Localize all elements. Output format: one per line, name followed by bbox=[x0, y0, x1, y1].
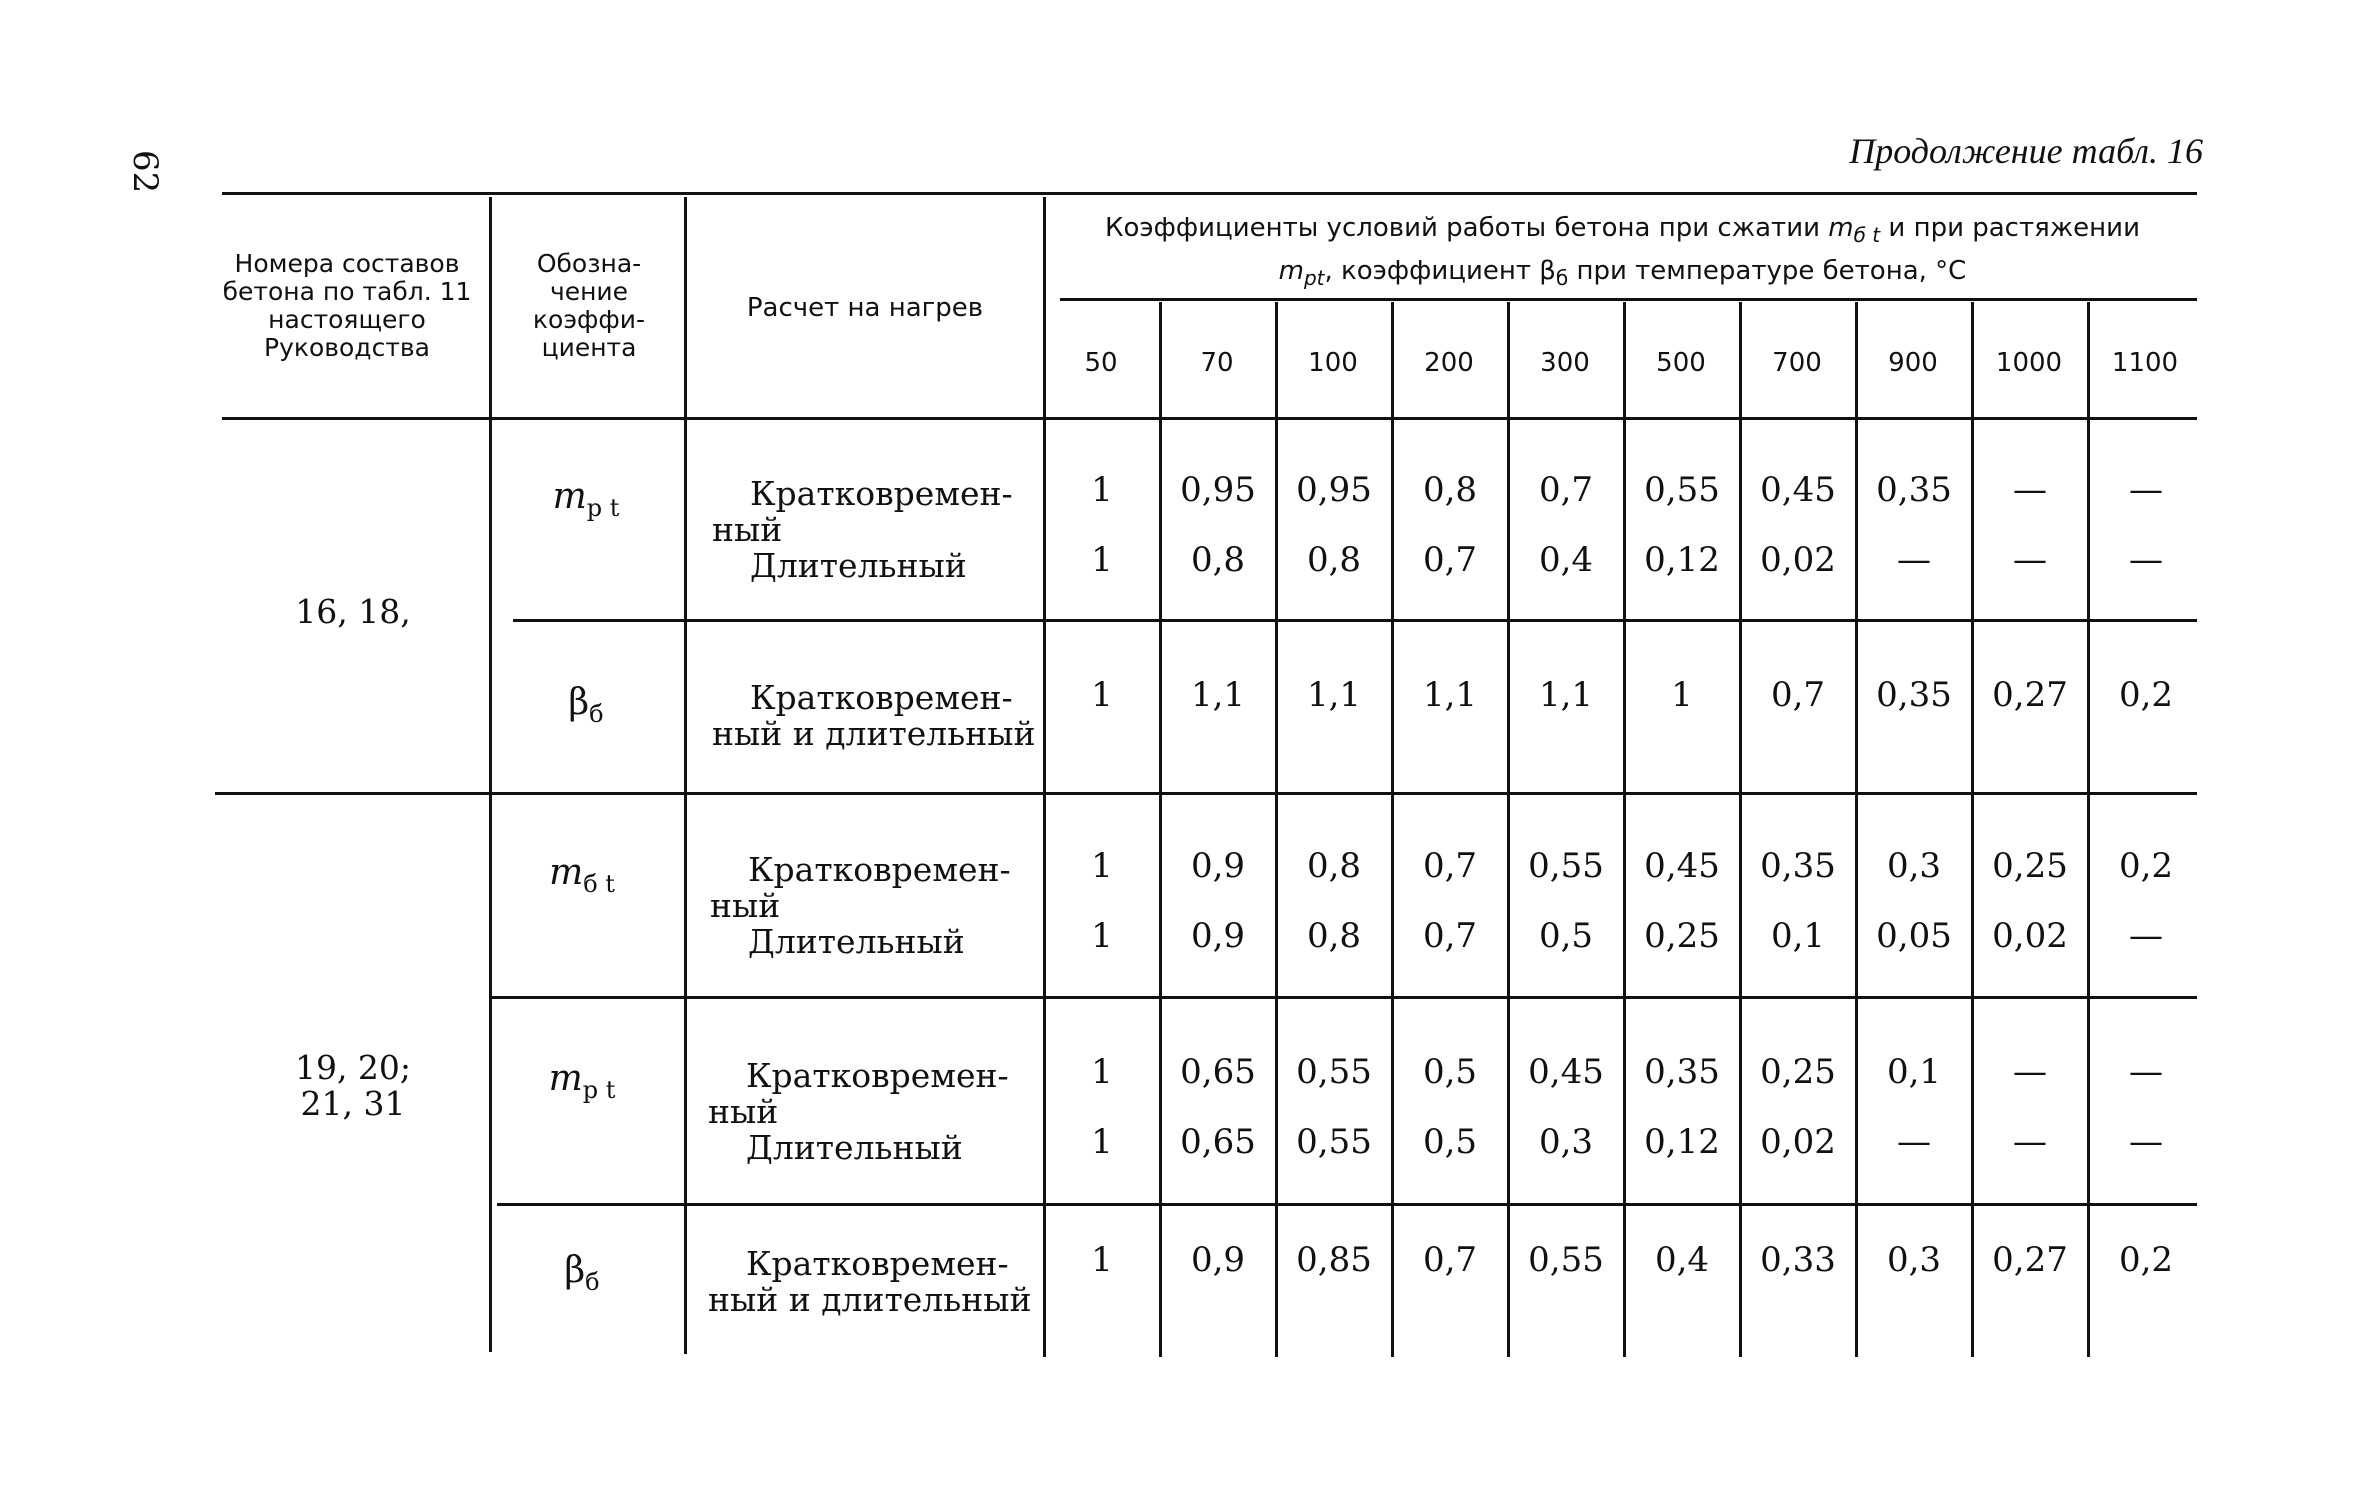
value-cell: 0,9 bbox=[1190, 916, 1246, 956]
value-cell: 0,27 bbox=[1992, 1240, 2068, 1280]
group1-label: 16, 18, bbox=[295, 592, 411, 631]
temp-200: 200 bbox=[1424, 348, 1474, 378]
temp-rule-300 bbox=[1507, 302, 1510, 1357]
temp-50: 50 bbox=[1084, 348, 1118, 378]
temp-rule-1100 bbox=[2087, 302, 2090, 1357]
value-cell: 1 bbox=[1091, 1240, 1113, 1280]
temp-rule-70 bbox=[1159, 302, 1162, 1357]
value-cell: 1 bbox=[1091, 846, 1113, 886]
value-cell: 0,85 bbox=[1296, 1240, 1372, 1280]
value-cell: 0,45 bbox=[1528, 1052, 1604, 1092]
header-heating-calc: Расчет на нагрев bbox=[746, 293, 984, 323]
table-caption: Продолжение табл. 16 bbox=[1849, 131, 2203, 171]
value-cell: — bbox=[2129, 1052, 2163, 1092]
value-cell: 0,33 bbox=[1760, 1240, 1836, 1280]
group2-row2-calc: Кратковремен- ный Длительный bbox=[708, 1056, 1009, 1167]
group1-row1-calc: Кратковремен- ный Длительный bbox=[712, 474, 1013, 585]
value-cell: 1 bbox=[1091, 540, 1113, 580]
value-cell: 0,27 bbox=[1992, 675, 2068, 715]
temp-rule-100 bbox=[1275, 302, 1278, 1357]
temp-100: 100 bbox=[1308, 348, 1358, 378]
value-cell: — bbox=[2013, 1122, 2047, 1162]
value-cell: 1 bbox=[1091, 675, 1113, 715]
value-cell: 1,1 bbox=[1306, 675, 1362, 715]
value-cell: — bbox=[1897, 540, 1931, 580]
value-cell: 0,65 bbox=[1180, 1052, 1256, 1092]
temp-rule-700 bbox=[1739, 302, 1742, 1357]
value-cell: 0,2 bbox=[2118, 1240, 2174, 1280]
value-cell: — bbox=[2129, 540, 2163, 580]
header-coefficients: Коэффициенты условий работы бетона при сжатии $m_{б t}$ и при растяжении $m_{pt}$, коэффициент $\beta_б$ при температуре бетона, °С bbox=[1105, 213, 2140, 291]
value-cell: 0,25 bbox=[1760, 1052, 1836, 1092]
value-cell: 1 bbox=[1091, 1052, 1113, 1092]
value-cell: 0,5 bbox=[1422, 1122, 1478, 1162]
value-cell: 0,95 bbox=[1296, 470, 1372, 510]
value-cell: 0,5 bbox=[1422, 1052, 1478, 1092]
value-cell: 0,4 bbox=[1654, 1240, 1710, 1280]
value-cell: 0,45 bbox=[1760, 470, 1836, 510]
value-cell: — bbox=[2013, 470, 2047, 510]
value-cell: 0,4 bbox=[1538, 540, 1594, 580]
value-cell: 0,8 bbox=[1190, 540, 1246, 580]
page-number: 62 bbox=[125, 150, 165, 194]
value-cell: 0,3 bbox=[1538, 1122, 1594, 1162]
value-cell: 0,7 bbox=[1422, 846, 1478, 886]
value-cell: 0,02 bbox=[1992, 916, 2068, 956]
temp-500: 500 bbox=[1656, 348, 1706, 378]
value-cell: 0,8 bbox=[1306, 916, 1362, 956]
value-cell: 0,1 bbox=[1886, 1052, 1942, 1092]
value-cell: 0,7 bbox=[1538, 470, 1594, 510]
header-designation: Обозна- чение коэффи- циента bbox=[532, 249, 646, 362]
value-cell: 0,55 bbox=[1528, 846, 1604, 886]
value-cell: 0,65 bbox=[1180, 1122, 1256, 1162]
temp-rule-200 bbox=[1391, 302, 1394, 1357]
temp-70: 70 bbox=[1200, 348, 1234, 378]
value-cell: — bbox=[2129, 470, 2163, 510]
group2-row2-symbol: $m_{p t}$ bbox=[548, 1058, 616, 1105]
temp-1100: 1100 bbox=[2111, 348, 2179, 378]
value-cell: 0,45 bbox=[1644, 846, 1720, 886]
value-cell: 0,2 bbox=[2118, 846, 2174, 886]
value-cell: 0,8 bbox=[1306, 846, 1362, 886]
value-cell: 1 bbox=[1671, 675, 1693, 715]
col-rule-2 bbox=[684, 197, 687, 1354]
value-cell: 0,7 bbox=[1422, 916, 1478, 956]
value-cell: — bbox=[2129, 916, 2163, 956]
temp-1000: 1000 bbox=[1995, 348, 2063, 378]
value-cell: — bbox=[2013, 1052, 2047, 1092]
temp-900: 900 bbox=[1888, 348, 1938, 378]
value-cell: 0,5 bbox=[1538, 916, 1594, 956]
group2-split-rule-2 bbox=[497, 1203, 2197, 1206]
value-cell: 0,55 bbox=[1296, 1052, 1372, 1092]
value-cell: — bbox=[1897, 1122, 1931, 1162]
value-cell: 0,25 bbox=[1992, 846, 2068, 886]
value-cell: 0,7 bbox=[1770, 675, 1826, 715]
group2-label: 19, 20; 21, 31 bbox=[294, 1048, 412, 1123]
temp-rule-500 bbox=[1623, 302, 1626, 1357]
value-cell: 0,7 bbox=[1422, 540, 1478, 580]
value-cell: 0,1 bbox=[1770, 916, 1826, 956]
value-cell: 0,12 bbox=[1644, 540, 1720, 580]
group2-row1-calc: Кратковремен- ный Длительный bbox=[710, 850, 1011, 961]
temp-300: 300 bbox=[1540, 348, 1590, 378]
temp-700: 700 bbox=[1772, 348, 1822, 378]
col-rule-1 bbox=[489, 197, 492, 1352]
value-cell: 0,9 bbox=[1190, 846, 1246, 886]
value-cell: 0,55 bbox=[1528, 1240, 1604, 1280]
value-cell: 0,05 bbox=[1876, 916, 1952, 956]
temp-rule-1000 bbox=[1971, 302, 1974, 1357]
group1-row2-symbol: $\beta_б$ bbox=[568, 682, 604, 729]
value-cell: 0,12 bbox=[1644, 1122, 1720, 1162]
value-cell: 0,3 bbox=[1886, 1240, 1942, 1280]
value-cell: 0,8 bbox=[1422, 470, 1478, 510]
group2-row3-calc: Кратковремен- ный и длительный bbox=[708, 1244, 1032, 1319]
value-cell: 0,02 bbox=[1760, 1122, 1836, 1162]
value-cell: 1,1 bbox=[1190, 675, 1246, 715]
value-cell: 0,8 bbox=[1306, 540, 1362, 580]
value-cell: 0,9 bbox=[1190, 1240, 1246, 1280]
value-cell: 0,02 bbox=[1760, 540, 1836, 580]
top-rule bbox=[222, 192, 2197, 195]
value-cell: 1 bbox=[1091, 470, 1113, 510]
value-cell: — bbox=[2013, 540, 2047, 580]
header-compositions: Номера составов бетона по табл. 11 настоящего Руководства bbox=[222, 249, 472, 362]
value-cell: 0,7 bbox=[1422, 1240, 1478, 1280]
value-cell: 0,55 bbox=[1296, 1122, 1372, 1162]
value-cell: 0,2 bbox=[2118, 675, 2174, 715]
group1-row2-calc: Кратковремен- ный и длительный bbox=[712, 678, 1036, 753]
value-cell: 0,3 bbox=[1886, 846, 1942, 886]
group1-split-rule bbox=[513, 619, 2197, 622]
temp-rule-900 bbox=[1855, 302, 1858, 1357]
value-cell: 1 bbox=[1091, 916, 1113, 956]
value-cell: 0,25 bbox=[1644, 916, 1720, 956]
value-cell: — bbox=[2129, 1122, 2163, 1162]
group-divider-rule bbox=[215, 792, 2197, 795]
value-cell: 0,55 bbox=[1644, 470, 1720, 510]
group1-row1-symbol: $m_{p t}$ bbox=[552, 476, 620, 523]
header-bottom-rule bbox=[222, 417, 2197, 420]
value-cell: 0,35 bbox=[1644, 1052, 1720, 1092]
value-cell: 0,95 bbox=[1180, 470, 1256, 510]
group2-row1-symbol: $m_{б t}$ bbox=[549, 852, 615, 899]
value-cell: 0,35 bbox=[1760, 846, 1836, 886]
value-cell: 0,35 bbox=[1876, 470, 1952, 510]
value-cell: 1,1 bbox=[1538, 675, 1594, 715]
value-cell: 1 bbox=[1091, 1122, 1113, 1162]
coeff-subheader-rule bbox=[1060, 298, 2197, 301]
value-cell: 1,1 bbox=[1422, 675, 1478, 715]
value-cell: 0,35 bbox=[1876, 675, 1952, 715]
group2-split-rule-1 bbox=[490, 996, 2197, 999]
group2-row3-symbol: $\beta_б$ bbox=[564, 1250, 600, 1297]
